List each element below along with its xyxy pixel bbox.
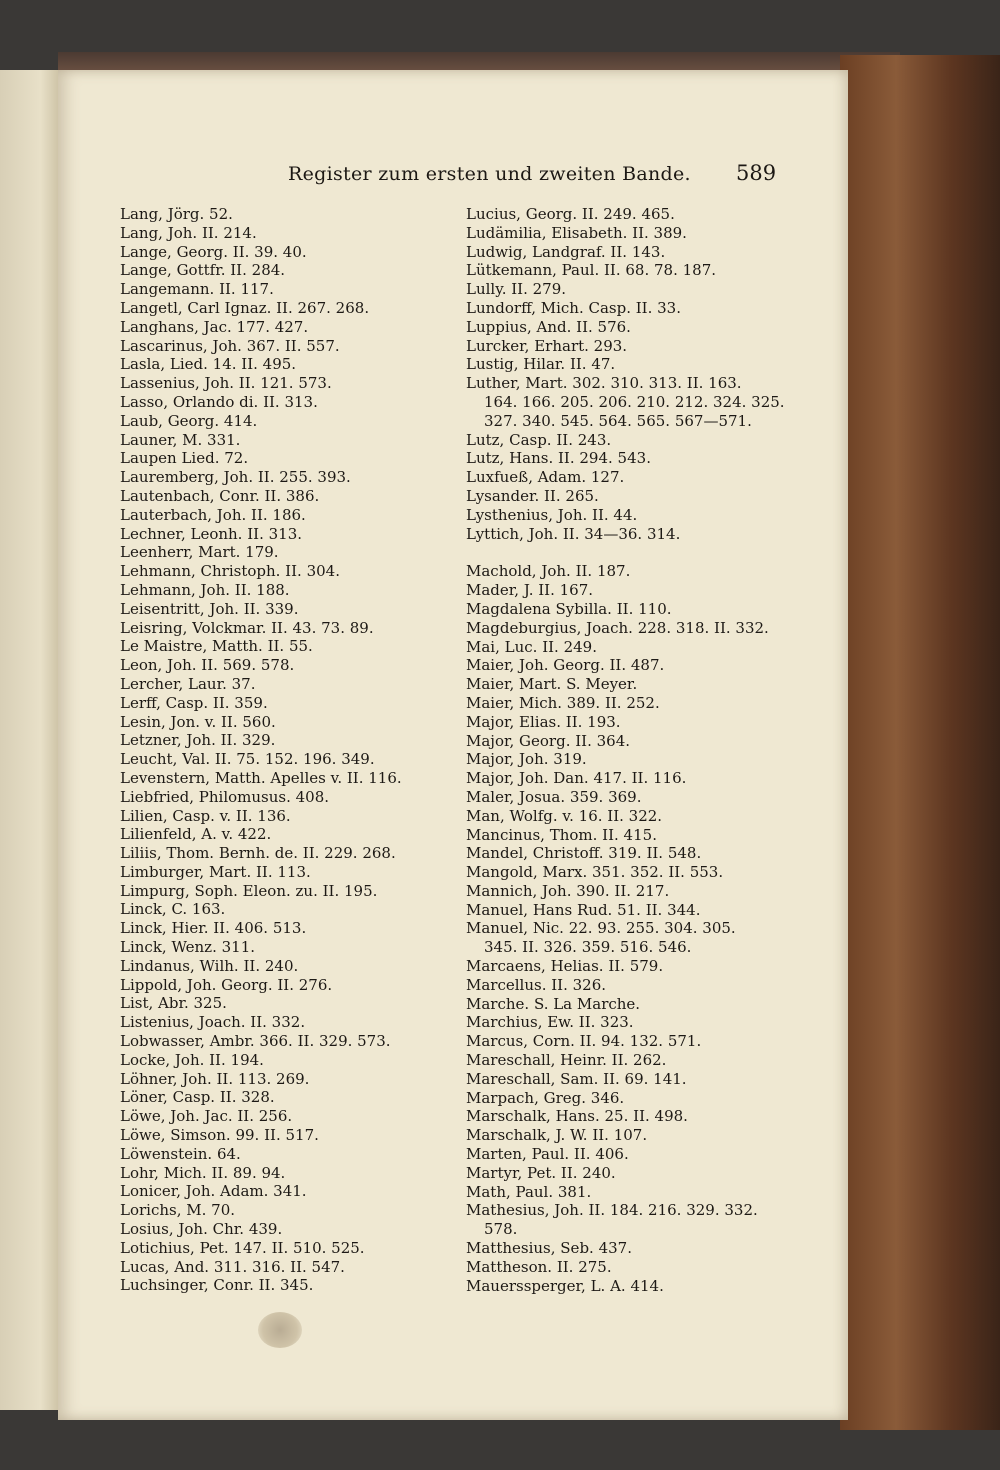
index-entry: Linck, Hier. II. 406. 513. <box>120 919 307 938</box>
index-entry: Marschalk, J. W. II. 107. <box>466 1126 648 1145</box>
index-entry: Marschalk, Hans. 25. II. 498. <box>466 1107 688 1126</box>
index-entry: Le Maistre, Matth. II. 55. <box>120 637 313 656</box>
index-entry: Letzner, Joh. II. 329. <box>120 731 276 750</box>
index-entry: Langemann. II. 117. <box>120 280 274 299</box>
index-entry: Langetl, Carl Ignaz. II. 267. 268. <box>120 298 370 317</box>
index-entry: Lesin, Jon. v. II. 560. <box>120 712 276 731</box>
index-column-right <box>466 205 806 1295</box>
index-entry: Lauremberg, Joh. II. 255. 393. <box>120 468 351 487</box>
index-entry: Lysander. II. 265. <box>466 486 599 505</box>
index-entry: Major, Joh. 319. <box>466 750 587 769</box>
index-entry: Marchius, Ew. II. 323. <box>466 1013 634 1032</box>
index-entry: Lutz, Casp. II. 243. <box>466 430 612 449</box>
index-entry: Linck, Wenz. 311. <box>120 938 256 957</box>
index-entry: Lippold, Joh. Georg. II. 276. <box>120 975 333 994</box>
index-entry: Lonicer, Joh. Adam. 341. <box>120 1182 307 1201</box>
index-entry: Lang, Joh. II. 214. <box>120 223 257 242</box>
index-entry: Ludämilia, Elisabeth. II. 389. <box>466 223 687 242</box>
index-entry: Lilien, Casp. v. II. 136. <box>120 806 291 825</box>
index-entry: Limburger, Mart. II. 113. <box>120 862 311 881</box>
index-entry: Marcaens, Helias. II. 579. <box>466 957 664 976</box>
index-entry: Luchsinger, Conr. II. 345. <box>120 1276 314 1295</box>
index-entry-continuation: 327. 340. 545. 564. 565. 567—571. <box>484 411 752 430</box>
index-entry: Major, Elias. II. 193. <box>466 712 621 731</box>
index-entry: Löwe, Simson. 99. II. 517. <box>120 1126 319 1145</box>
index-entry: Lautenbach, Conr. II. 386. <box>120 486 320 505</box>
index-entry: Mancinus, Thom. II. 415. <box>466 825 657 844</box>
index-entry: Levenstern, Matth. Apelles v. II. 116. <box>120 768 402 787</box>
index-entry: Lutz, Hans. II. 294. 543. <box>466 449 651 468</box>
index-entry: Martyr, Pet. II. 240. <box>466 1163 616 1182</box>
index-entry: Lurcker, Erhart. 293. <box>466 336 628 355</box>
index-entry: Langhans, Jac. 177. 427. <box>120 317 309 336</box>
index-entry: Lundorff, Mich. Casp. II. 33. <box>466 298 681 317</box>
index-entry: Mai, Luc. II. 249. <box>466 637 597 656</box>
index-entry: Magdeburgius, Joach. 228. 318. II. 332. <box>466 618 769 637</box>
index-entry: Marten, Paul. II. 406. <box>466 1145 629 1164</box>
index-entry: Maier, Mart. S. Meyer. <box>466 675 638 694</box>
book-cover-spine <box>840 55 1000 1430</box>
index-entry: Mauerssperger, L. A. 414. <box>466 1276 664 1295</box>
index-entry: Lohr, Mich. II. 89. 94. <box>120 1163 286 1182</box>
index-entry: Major, Georg. II. 364. <box>466 731 631 750</box>
index-entry: Matthesius, Seb. 437. <box>466 1239 632 1258</box>
index-entry: Lasla, Lied. 14. II. 495. <box>120 355 297 374</box>
index-entry: Leisentritt, Joh. II. 339. <box>120 599 299 618</box>
index-entry-continuation: 164. 166. 205. 206. 210. 212. 324. 325. <box>484 392 785 411</box>
index-entry: Luther, Mart. 302. 310. 313. II. 163. <box>466 374 742 393</box>
index-entry: Limpurg, Soph. Eleon. zu. II. 195. <box>120 881 378 900</box>
index-entry: Lang, Jörg. 52. <box>120 205 233 223</box>
index-entry: Mathesius, Joh. II. 184. 216. 329. 332. <box>466 1201 758 1220</box>
index-entry: Maler, Josua. 359. 369. <box>466 787 642 806</box>
index-entry: Lyttich, Joh. II. 34—36. 314. <box>466 524 681 543</box>
index-entry: Löhner, Joh. II. 113. 269. <box>120 1069 310 1088</box>
index-entry-continuation: 578. <box>484 1220 518 1239</box>
index-entry: Löwenstein. 64. <box>120 1144 241 1163</box>
index-entry: Listenius, Joach. II. 332. <box>120 1013 306 1032</box>
index-entry: Manuel, Hans Rud. 51. II. 344. <box>466 900 701 919</box>
index-entry: Lobwasser, Ambr. 366. II. 329. 573. <box>120 1032 391 1051</box>
index-entry: Marcus, Corn. II. 94. 132. 571. <box>466 1032 702 1051</box>
index-entry: Laupen Lied. 72. <box>120 449 249 468</box>
index-entry: Lustig, Hilar. II. 47. <box>466 355 616 374</box>
index-entry: Lilienfeld, A. v. 422. <box>120 825 272 844</box>
left-page-edge <box>0 70 58 1410</box>
index-entry: Lully. II. 279. <box>466 280 567 299</box>
index-entry: Lucius, Georg. II. 249. 465. <box>466 205 675 223</box>
index-entry: Mader, J. II. 167. <box>466 581 594 600</box>
index-entry: Lehmann, Christoph. II. 304. <box>120 562 340 581</box>
index-entry: Mareschall, Sam. II. 69. 141. <box>466 1069 687 1088</box>
index-entry: Lauterbach, Joh. II. 186. <box>120 505 306 524</box>
index-entry: Leenherr, Mart. 179. <box>120 543 279 562</box>
index-entry: Mangold, Marx. 351. 352. II. 553. <box>466 863 724 882</box>
index-entry: Luxfueß, Adam. 127. <box>466 468 625 487</box>
index-entry: Launer, M. 331. <box>120 430 241 449</box>
index-entry: Lange, Georg. II. 39. 40. <box>120 242 307 261</box>
index-entry: Magdalena Sybilla. II. 110. <box>466 599 672 618</box>
index-entry: Leon, Joh. II. 569. 578. <box>120 656 295 675</box>
page-number: 589 <box>736 161 777 185</box>
index-entry: Man, Wolfg. v. 16. II. 322. <box>466 806 663 825</box>
index-entry: Machold, Joh. II. 187. <box>466 562 631 581</box>
index-entry: Manuel, Nic. 22. 93. 255. 304. 305. <box>466 919 736 938</box>
index-entry: Liliis, Thom. Bernh. de. II. 229. 268. <box>120 844 396 863</box>
index-entry: Luppius, And. II. 576. <box>466 317 631 336</box>
index-entry: Mannich, Joh. 390. II. 217. <box>466 881 670 900</box>
index-entry: Math, Paul. 381. <box>466 1182 592 1201</box>
index-entry: Maier, Joh. Georg. II. 487. <box>466 656 665 675</box>
index-entry: Ludwig, Landgraf. II. 143. <box>466 242 666 261</box>
index-entry: Marpach, Greg. 346. <box>466 1088 625 1107</box>
index-entry: Leucht, Val. II. 75. 152. 196. 349. <box>120 750 375 769</box>
index-entry: Major, Joh. Dan. 417. II. 116. <box>466 769 687 788</box>
index-entry: Lassenius, Joh. II. 121. 573. <box>120 374 332 393</box>
index-entry: Lercher, Laur. 37. <box>120 674 256 693</box>
index-entry: Mandel, Christoff. 319. II. 548. <box>466 844 702 863</box>
index-entry: Marche. S. La Marche. <box>466 994 641 1013</box>
index-entry: Löwe, Joh. Jac. II. 256. <box>120 1107 293 1126</box>
index-column-left <box>120 205 460 1295</box>
index-entry: Leisring, Volckmar. II. 43. 73. 89. <box>120 618 374 637</box>
index-entry: Mareschall, Heinr. II. 262. <box>466 1051 667 1070</box>
index-entry: Marcellus. II. 326. <box>466 975 607 994</box>
index-entry: Lehmann, Joh. II. 188. <box>120 580 290 599</box>
index-entry-continuation: 345. II. 326. 359. 516. 546. <box>484 938 692 957</box>
index-entry: Lasso, Orlando di. II. 313. <box>120 392 318 411</box>
index-entry: Lascarinus, Joh. 367. II. 557. <box>120 336 340 355</box>
index-entry: Maier, Mich. 389. II. 252. <box>466 693 660 712</box>
index-entry: Losius, Joh. Chr. 439. <box>120 1220 283 1239</box>
index-entry: Lechner, Leonh. II. 313. <box>120 524 303 543</box>
running-header-title: Register zum ersten und zweiten Bande. <box>288 163 691 185</box>
index-entry: Lysthenius, Joh. II. 44. <box>466 505 638 524</box>
index-entry: Löner, Casp. II. 328. <box>120 1088 275 1107</box>
index-entry: Linck, C. 163. <box>120 900 226 919</box>
index-entry: Liebfried, Philomusus. 408. <box>120 787 330 806</box>
paper-stain <box>258 1312 302 1348</box>
index-entry: Lorichs, M. 70. <box>120 1201 236 1220</box>
index-entry: Locke, Joh. II. 194. <box>120 1050 264 1069</box>
index-entry: Lotichius, Pet. 147. II. 510. 525. <box>120 1238 365 1257</box>
index-entry: Lerff, Casp. II. 359. <box>120 693 268 712</box>
index-entry: Lucas, And. 311. 316. II. 547. <box>120 1257 345 1276</box>
index-entry: Lindanus, Wilh. II. 240. <box>120 956 299 975</box>
index-entry: Lütkemann, Paul. II. 68. 78. 187. <box>466 261 717 280</box>
index-entry: Laub, Georg. 414. <box>120 411 258 430</box>
index-entry: Lange, Gottfr. II. 284. <box>120 261 286 280</box>
index-entry: Mattheson. II. 275. <box>466 1257 612 1276</box>
index-entry: List, Abr. 325. <box>120 994 227 1013</box>
